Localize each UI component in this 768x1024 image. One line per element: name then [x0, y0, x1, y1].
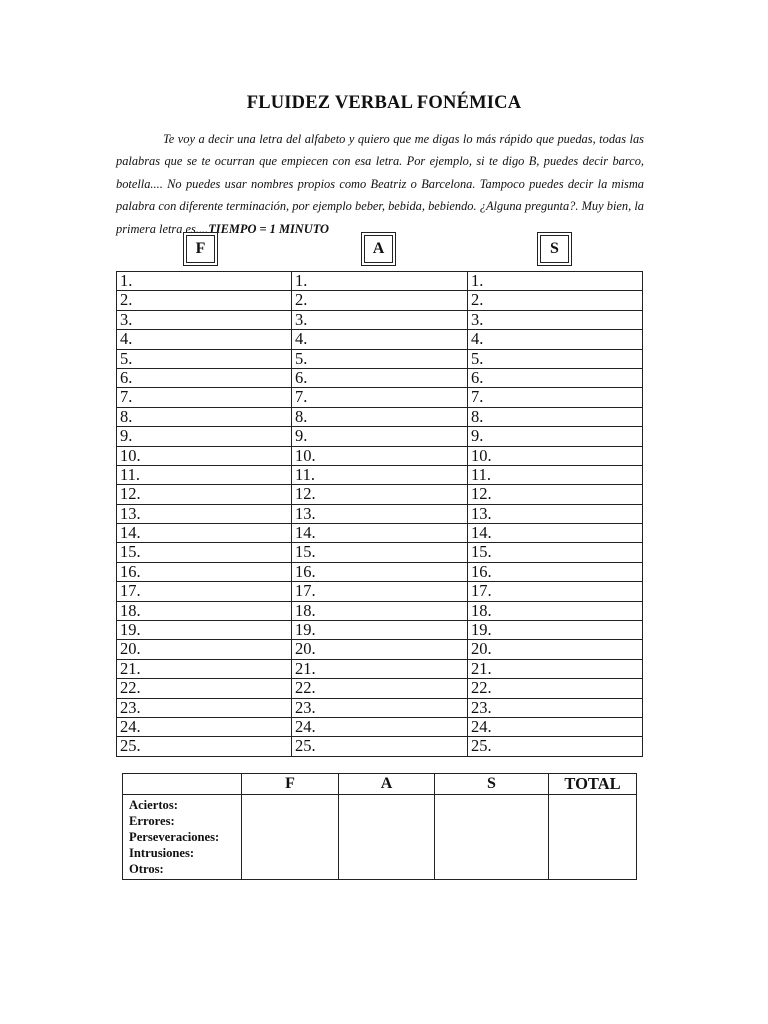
response-cell-a[interactable]: 11. [292, 465, 468, 484]
response-cell-a[interactable]: 25. [292, 737, 468, 756]
grid-row [117, 698, 643, 717]
response-cell-s[interactable]: 11. [468, 465, 643, 484]
response-cell-f[interactable]: 3. [117, 310, 292, 329]
grid-row [117, 310, 643, 329]
response-cell-s[interactable]: 25. [468, 737, 643, 756]
response-cell-a[interactable]: 7. [292, 388, 468, 407]
response-cell-s[interactable]: 13. [468, 504, 643, 523]
grid-row [117, 640, 643, 659]
response-cell-a[interactable]: 2. [292, 291, 468, 310]
response-cell-s[interactable]: 16. [468, 562, 643, 581]
response-cell-f[interactable]: 21. [117, 659, 292, 678]
response-cell-a[interactable]: 8. [292, 407, 468, 426]
response-cell-s[interactable]: 15. [468, 543, 643, 562]
summary-header-s: S [435, 774, 549, 795]
response-cell-s[interactable]: 19. [468, 621, 643, 640]
response-cell-f[interactable]: 8. [117, 407, 292, 426]
response-cell-f[interactable]: 1. [117, 272, 292, 291]
instructions-paragraph [116, 128, 644, 240]
response-cell-f[interactable]: 20. [117, 640, 292, 659]
page-title: FLUIDEZ VERBAL FONÉMICA [246, 93, 522, 113]
summary-header-f: F [242, 774, 339, 795]
response-cell-s[interactable]: 18. [468, 601, 643, 620]
grid-row [117, 485, 643, 504]
response-cell-f[interactable]: 9. [117, 427, 292, 446]
response-cell-s[interactable]: 14. [468, 524, 643, 543]
grid-row [117, 291, 643, 310]
response-cell-a[interactable]: 3. [292, 310, 468, 329]
response-cell-s[interactable]: 22. [468, 679, 643, 698]
response-cell-s[interactable]: 1. [468, 272, 643, 291]
letter-box-s: S [537, 232, 572, 266]
response-cell-f[interactable]: 11. [117, 465, 292, 484]
response-cell-f[interactable]: 10. [117, 446, 292, 465]
response-cell-s[interactable]: 12. [468, 485, 643, 504]
response-cell-f[interactable]: 24. [117, 717, 292, 736]
response-cell-f[interactable]: 18. [117, 601, 292, 620]
grid-row [117, 717, 643, 736]
summary-cell-a[interactable] [339, 795, 435, 880]
response-cell-a[interactable]: 12. [292, 485, 468, 504]
response-cell-f[interactable]: 5. [117, 349, 292, 368]
grid-row [117, 659, 643, 678]
grid-row [117, 582, 643, 601]
response-cell-s[interactable]: 3. [468, 310, 643, 329]
label-errores: Errores: [129, 814, 175, 828]
label-otros: Otros: [129, 862, 164, 876]
response-cell-s[interactable]: 21. [468, 659, 643, 678]
response-cell-a[interactable]: 24. [292, 717, 468, 736]
response-cell-a[interactable]: 10. [292, 446, 468, 465]
response-cell-s[interactable]: 23. [468, 698, 643, 717]
grid-row [117, 272, 643, 291]
grid-row [117, 524, 643, 543]
response-cell-f[interactable]: 15. [117, 543, 292, 562]
response-cell-a[interactable]: 15. [292, 543, 468, 562]
grid-row [117, 562, 643, 581]
response-cell-s[interactable]: 2. [468, 291, 643, 310]
response-cell-a[interactable]: 9. [292, 427, 468, 446]
response-cell-f[interactable]: 14. [117, 524, 292, 543]
response-cell-f[interactable]: 25. [117, 737, 292, 756]
response-cell-a[interactable]: 6. [292, 368, 468, 387]
summary-header-total: TOTAL [549, 774, 637, 795]
response-cell-f[interactable]: 4. [117, 330, 292, 349]
response-cell-a[interactable]: 19. [292, 621, 468, 640]
response-cell-s[interactable]: 4. [468, 330, 643, 349]
response-cell-f[interactable]: 17. [117, 582, 292, 601]
instructions-text: Te voy a decir una letra del alfabeto y quiero que me digas lo más rápido que puedas, todas las palabras que se te ocurran que empiecen con esa letra. Por ejemplo, si te digo B, puedes decir barco, botella.... No puedes usar nombres propios como Beatriz o Barcelona. Tampoco puedes decir la misma palabra con diferente terminación, por ejemplo beber, bebida, bebiendo. ¿Alguna pregunta?. Muy bien, la primera letra es.... [116, 132, 644, 236]
letter-box-f: F [183, 232, 218, 266]
response-cell-s[interactable]: 6. [468, 368, 643, 387]
label-intrusiones: Intrusiones: [129, 846, 195, 860]
grid-row [117, 621, 643, 640]
response-cell-a[interactable]: 13. [292, 504, 468, 523]
summary-header-a: A [339, 774, 435, 795]
response-cell-f[interactable]: 16. [117, 562, 292, 581]
response-cell-a[interactable]: 20. [292, 640, 468, 659]
grid-row [117, 427, 643, 446]
response-cell-s[interactable]: 8. [468, 407, 643, 426]
response-cell-s[interactable]: 10. [468, 446, 643, 465]
summary-corner-cell [123, 774, 242, 795]
grid-row [117, 446, 643, 465]
summary-header-row [123, 774, 637, 795]
response-cell-f[interactable]: 12. [117, 485, 292, 504]
label-aciertos: Aciertos: [129, 798, 178, 812]
word-response-grid [116, 271, 643, 757]
response-cell-a[interactable]: 17. [292, 582, 468, 601]
response-cell-f[interactable]: 6. [117, 368, 292, 387]
response-cell-a[interactable]: 4. [292, 330, 468, 349]
grid-row [117, 504, 643, 523]
response-cell-a[interactable]: 1. [292, 272, 468, 291]
grid-row [117, 679, 643, 698]
summary-cell-s[interactable] [435, 795, 549, 880]
response-cell-s[interactable]: 9. [468, 427, 643, 446]
summary-table [122, 773, 637, 880]
response-cell-a[interactable]: 14. [292, 524, 468, 543]
response-cell-f[interactable]: 19. [117, 621, 292, 640]
response-cell-a[interactable]: 5. [292, 349, 468, 368]
grid-row [117, 543, 643, 562]
grid-row [117, 368, 643, 387]
grid-row [117, 349, 643, 368]
grid-row [117, 465, 643, 484]
response-cell-s[interactable]: 17. [468, 582, 643, 601]
response-cell-s[interactable]: 5. [468, 349, 643, 368]
summary-cell-total[interactable] [549, 795, 637, 880]
time-limit-text: TIEMPO = 1 MINUTO [208, 221, 330, 236]
response-cell-a[interactable]: 16. [292, 562, 468, 581]
response-cell-a[interactable]: 18. [292, 601, 468, 620]
summary-cell-f[interactable] [242, 795, 339, 880]
response-cell-s[interactable]: 7. [468, 388, 643, 407]
response-cell-f[interactable]: 2. [117, 291, 292, 310]
summary-body-row [123, 795, 637, 880]
grid-row [117, 330, 643, 349]
response-cell-s[interactable]: 20. [468, 640, 643, 659]
grid-row [117, 407, 643, 426]
grid-row [117, 601, 643, 620]
grid-row [117, 737, 643, 756]
response-cell-f[interactable]: 7. [117, 388, 292, 407]
response-cell-a[interactable]: 23. [292, 698, 468, 717]
grid-row [117, 388, 643, 407]
response-cell-s[interactable]: 24. [468, 717, 643, 736]
response-cell-a[interactable]: 22. [292, 679, 468, 698]
response-cell-a[interactable]: 21. [292, 659, 468, 678]
response-cell-f[interactable]: 22. [117, 679, 292, 698]
label-perseveraciones: Perseveraciones: [129, 830, 220, 844]
response-cell-f[interactable]: 23. [117, 698, 292, 717]
response-cell-f[interactable]: 13. [117, 504, 292, 523]
summary-row-labels [123, 795, 242, 880]
letter-box-a: A [361, 232, 396, 266]
